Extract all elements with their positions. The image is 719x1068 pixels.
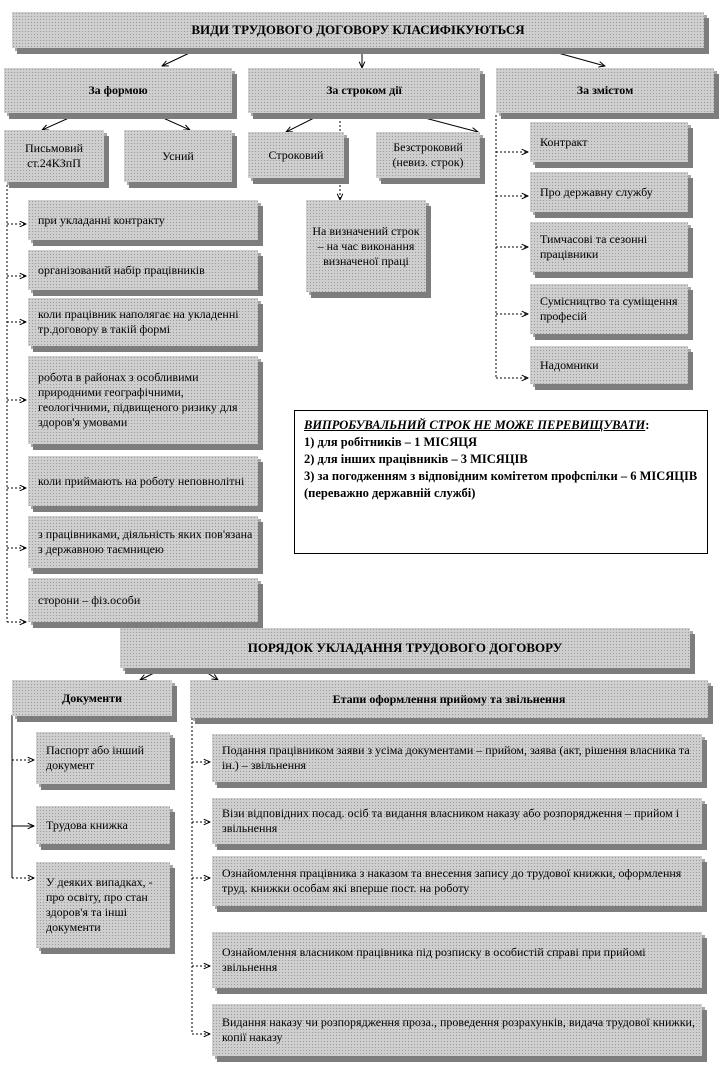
stage-item-1: Подання працівником заяви з усіма документами – прийом, заява (акт, рішення власника та ін.) – звільнення bbox=[212, 734, 702, 782]
stage-item-4: Ознайомлення власником працівника під розписку в особистій справі при прийомі звільнення bbox=[212, 932, 702, 988]
category-form: За формою bbox=[4, 68, 232, 113]
form-written: Письмовий ст.24КЗпП bbox=[4, 130, 104, 182]
probation-title-colon: : bbox=[645, 418, 650, 432]
form-oral: Усний bbox=[124, 130, 232, 182]
document-item-1: Паспорт або інший документ bbox=[36, 732, 170, 784]
term-fixed: Строковий bbox=[248, 132, 344, 178]
probation-title: ВИПРОБУВАЛЬНИЙ СТРОК НЕ МОЖЕ ПЕРЕВИЩУВАТИ bbox=[304, 418, 646, 432]
content-item-1: Контракт bbox=[530, 122, 688, 162]
probation-note bbox=[294, 410, 708, 554]
content-item-2: Про державну службу bbox=[530, 172, 688, 212]
written-case-5: коли приймають на роботу неповнолітні bbox=[28, 456, 258, 506]
probation-line-1: 1) для робітників – 1 МІСЯЦЯ bbox=[304, 434, 477, 449]
content-item-4: Сумісництво та суміщення професій bbox=[530, 284, 688, 334]
stage-item-5: Видання наказу чи розпорядження проза., проведення розрахунків, видача трудової книжки, копії наказу bbox=[212, 1004, 702, 1056]
written-case-7: сторони – фіз.особи bbox=[28, 578, 258, 622]
term-indefinite: Безстроковий (невиз. строк) bbox=[376, 132, 480, 178]
term-for-work: На визначений строк – на час виконання визначеної праці bbox=[306, 200, 426, 292]
documents-title: Документи bbox=[12, 680, 172, 716]
written-case-4: робота в районах з особливими природними географічними, геологічними, підвищеного ризику для здоров'я умовами bbox=[28, 356, 258, 444]
content-item-3: Тимчасові та сезонні працівники bbox=[530, 222, 688, 272]
written-case-2: організований набір працівників bbox=[28, 250, 258, 290]
main-title-box: ВИДИ ТРУДОВОГО ДОГОВОРУ КЛАСИФІКУЮТЬСЯ bbox=[12, 12, 704, 48]
stages-title: Етапи оформлення прийому та звільнення bbox=[190, 680, 708, 718]
probation-line-3: 3) за погодженням з відповідним комітетом профспілки – 6 МІСЯЦІВ (переважно державній службі) bbox=[304, 468, 698, 500]
written-case-6: з працівниками, діяльність яких пов'язана з державною таємницею bbox=[28, 516, 258, 568]
content-item-5: Надомники bbox=[530, 346, 688, 384]
written-case-3: коли працівник наполягає на укладенні тр.договору в такій формі bbox=[28, 298, 258, 346]
procedure-title-box: ПОРЯДОК УКЛАДАННЯ ТРУДОВОГО ДОГОВОРУ bbox=[120, 628, 690, 668]
stage-item-2: Візи відповідних посад. осіб та видання власником наказу або розпорядження – прийом і звільнення bbox=[212, 798, 702, 844]
written-case-1: при укладанні контракту bbox=[28, 200, 258, 240]
category-content: За змістом bbox=[496, 68, 714, 113]
document-item-2: Трудова книжка bbox=[36, 806, 170, 844]
probation-line-2: 2) для інших працівників – 3 МІСЯЦІВ bbox=[304, 451, 528, 466]
document-item-3: У деяких випадках, - про освіту, про стан здоров'я та інші документи bbox=[36, 862, 170, 948]
stage-item-3: Ознайомлення працівника з наказом та внесення запису до трудової книжки, оформлення труд. книжки особам які вперше пост. на роботу bbox=[212, 856, 702, 906]
category-term: За строком дії bbox=[248, 68, 480, 113]
